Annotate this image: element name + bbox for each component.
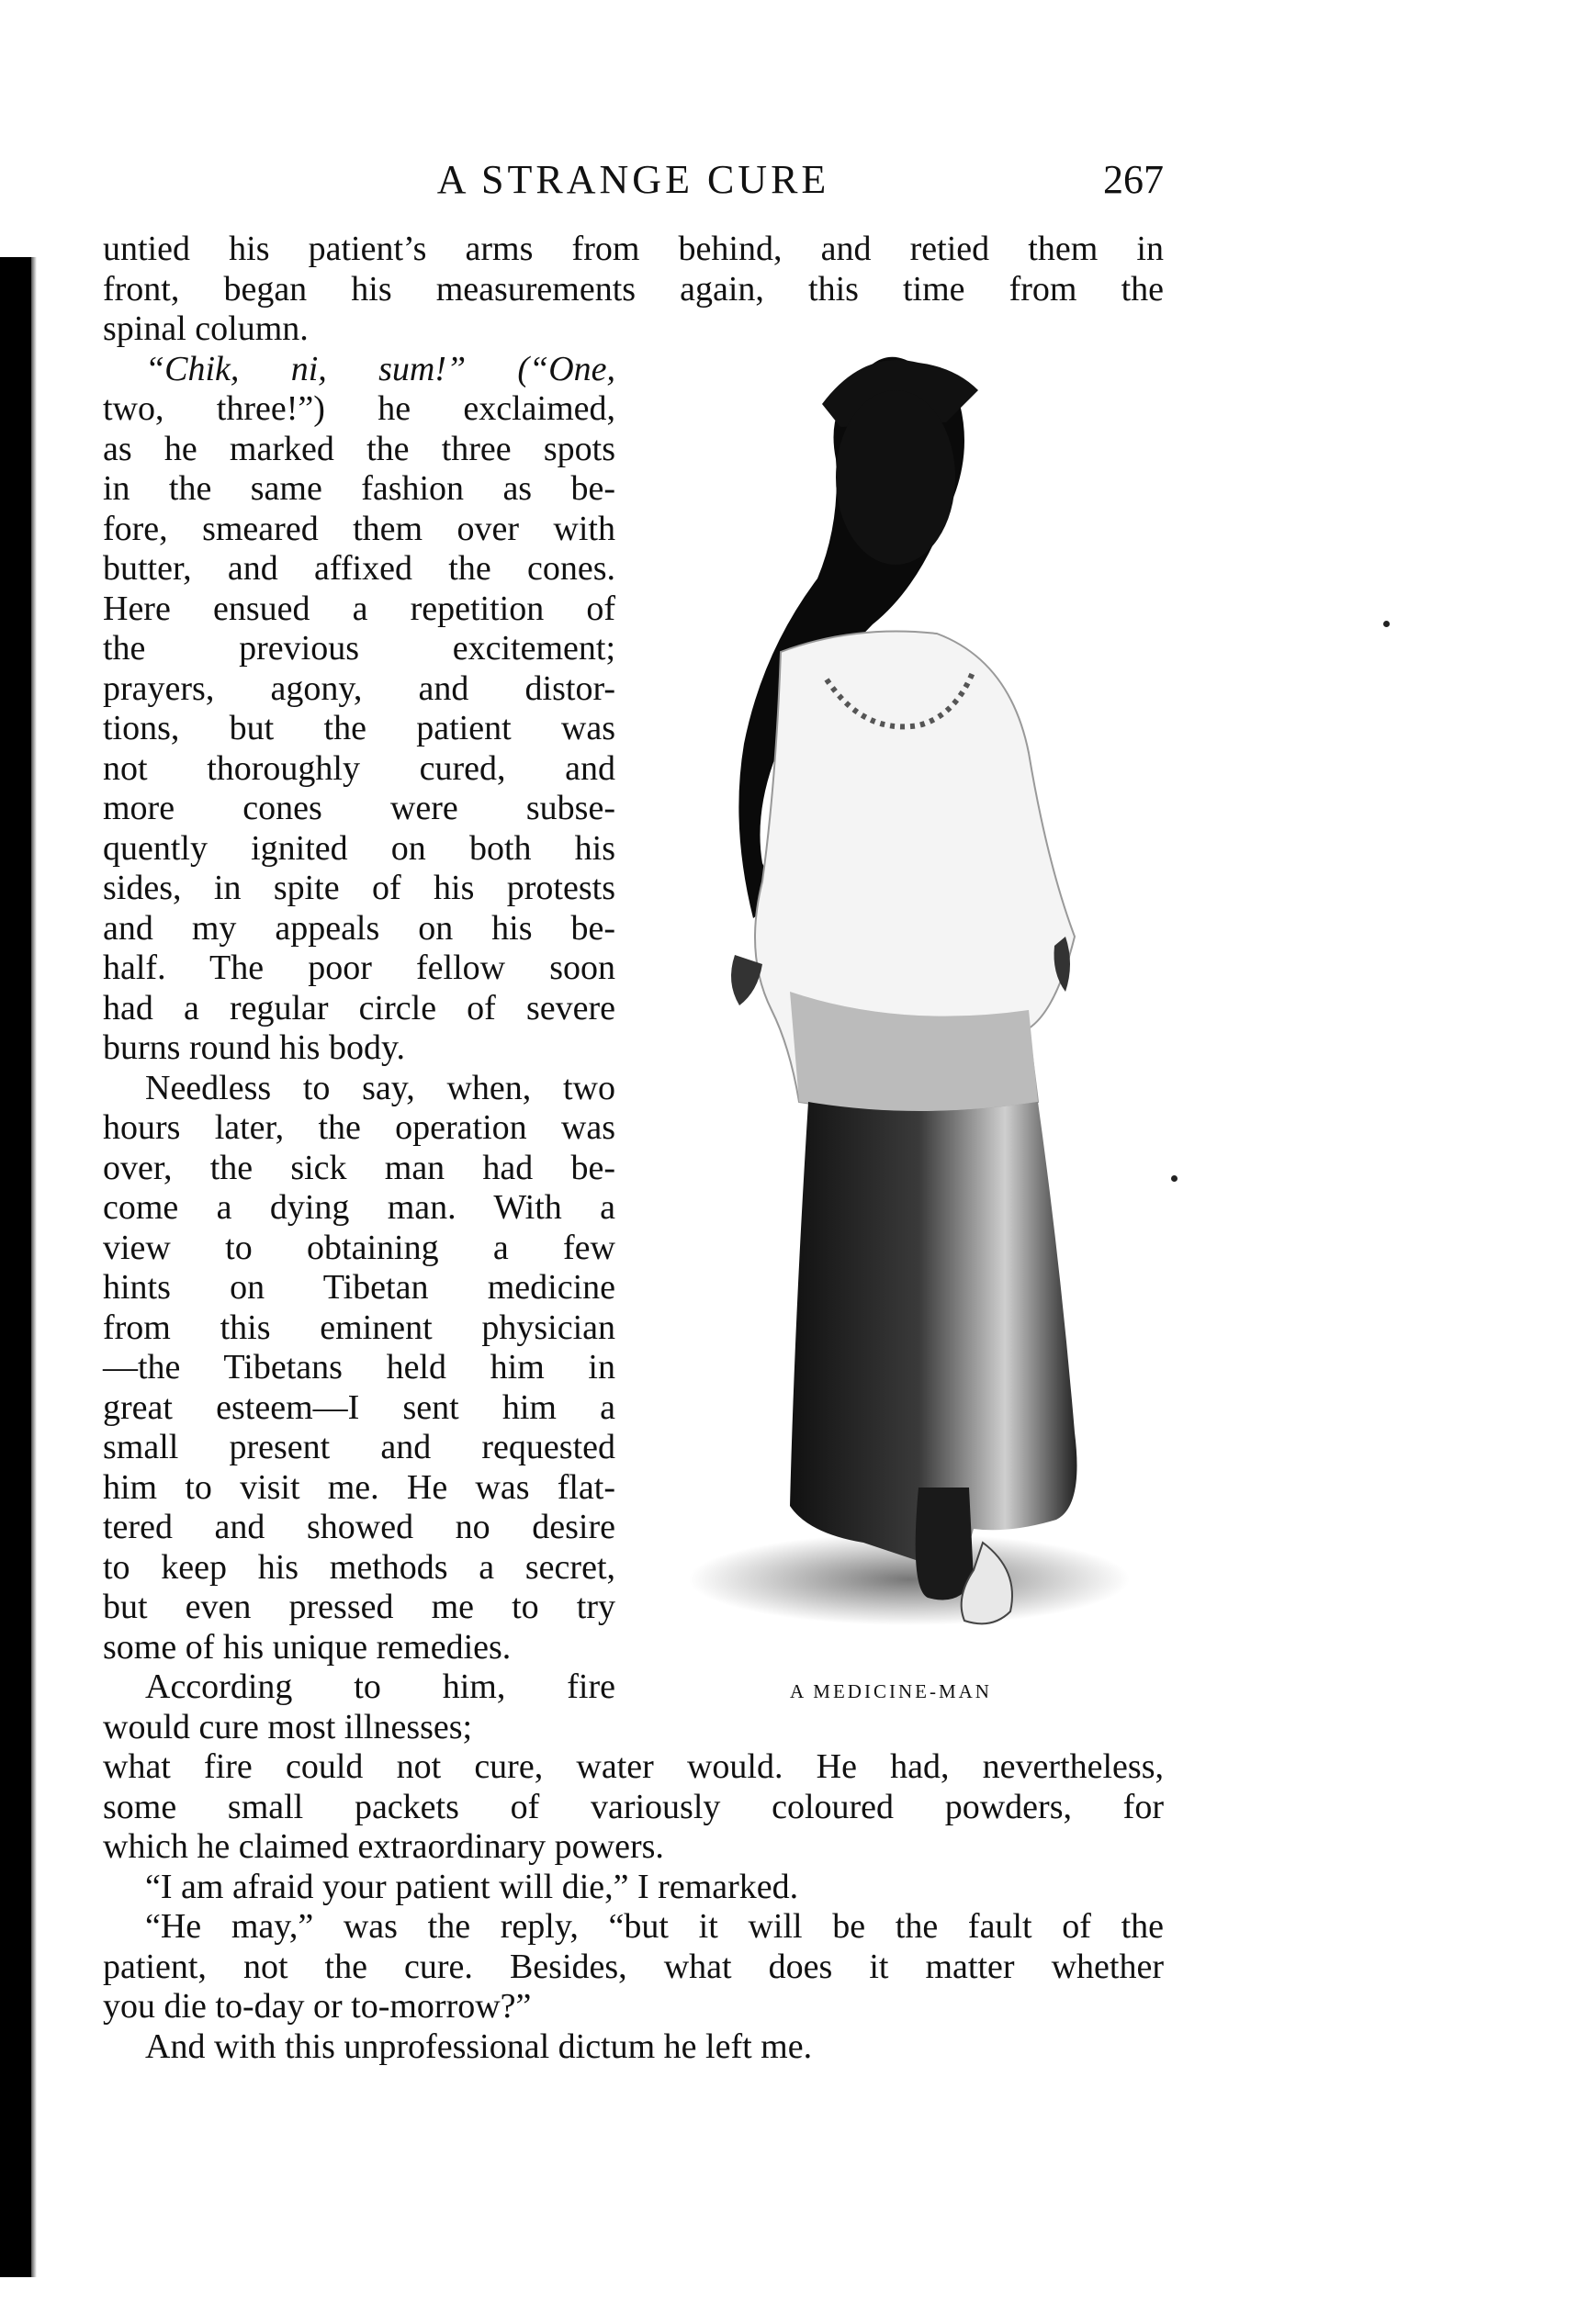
text-line: over, the sick man had be- — [103, 1148, 615, 1187]
figure-leg — [916, 1488, 974, 1600]
text-line: spinal column. — [103, 309, 309, 348]
text-line: what fire could not cure, water would. He had, nevertheless, — [103, 1747, 1164, 1786]
text-line: tions, but the patient was — [103, 709, 615, 747]
text-line: quently ignited on both his — [103, 828, 615, 868]
text-line: front, began his measurements again, this time from the — [103, 269, 1164, 309]
text-line: small present and requested — [103, 1428, 615, 1466]
text-line: in the same fashion as be- — [103, 469, 615, 508]
figure-face — [836, 390, 955, 565]
text-line: fore, smeared them over with — [103, 509, 615, 548]
text-line: but even pressed me to try — [103, 1588, 615, 1626]
figure-caption: A MEDICINE-MAN — [790, 1680, 992, 1702]
text-line: more cones were subse- — [103, 789, 615, 827]
text-line: and my appeals on his be- — [103, 908, 615, 948]
text-line: “He may,” was the reply, “but it will be the fault of the — [145, 1907, 1164, 1946]
text-line: some small packets of variously coloured powders, for — [103, 1787, 1164, 1826]
page-speck — [1383, 621, 1390, 627]
text-line: And with this unprofessional dictum he left me. — [145, 2026, 813, 2066]
text-line: as he marked the three spots — [103, 429, 615, 468]
text-line: great esteem—I sent him a — [103, 1387, 615, 1427]
text-line: come a dying man. With a — [103, 1188, 615, 1227]
running-title: A STRANGE CURE — [436, 157, 830, 202]
text-line: Needless to say, when, two — [145, 1068, 615, 1107]
narrow-column — [103, 350, 615, 1748]
text-line: two, three!”) he exclaimed, — [103, 389, 615, 428]
text-line: half. The poor fellow soon — [103, 949, 615, 987]
binding-edge-shadow — [0, 257, 31, 2277]
page-number: 267 — [1103, 157, 1164, 202]
text-line: some of his unique remedies. — [103, 1627, 512, 1667]
text-line: sides, in spite of his protests — [103, 869, 615, 907]
text-line: burns round his body. — [103, 1028, 405, 1067]
running-head — [103, 156, 1164, 211]
text-line: from this eminent physician — [103, 1308, 615, 1347]
page-speck — [1171, 1175, 1178, 1182]
text-line: would cure most illnesses; — [103, 1707, 473, 1746]
text-line: patient, not the cure. Besides, what does it matter whether — [103, 1947, 1164, 1986]
medicine-man-photo — [643, 349, 1139, 1671]
text-line: According to him, fire — [145, 1667, 615, 1706]
text-line: untied his patient’s arms from behind, and retied them in — [103, 230, 1164, 268]
text-line: the previous excitement; — [103, 629, 615, 668]
text-line: you die to-day or to-morrow?” — [103, 1987, 532, 2026]
text-line: “Chik, ni, sum!” (“One, — [145, 349, 615, 388]
text-line: him to visit me. He was flat- — [103, 1467, 615, 1507]
text-line: not thoroughly cured, and — [103, 748, 615, 788]
text-line: which he claimed extraordinary powers. — [103, 1827, 664, 1866]
text-line: hours later, the operation was — [103, 1108, 615, 1147]
text-line: —the Tibetans held him in — [103, 1348, 615, 1387]
text-line: prayers, agony, and distor- — [103, 668, 615, 708]
text-line: “I am afraid your patient will die,” I remarked. — [145, 1867, 799, 1906]
text-line: hints on Tibetan medicine — [103, 1268, 615, 1307]
text-line: Here ensued a repetition of — [103, 589, 615, 628]
text-line: butter, and affixed the cones. — [103, 549, 615, 588]
text-line: view to obtaining a few — [103, 1228, 615, 1267]
text-line: had a regular circle of severe — [103, 988, 615, 1027]
text-line: tered and showed no desire — [103, 1508, 615, 1546]
text-line: to keep his methods a secret, — [103, 1547, 615, 1587]
